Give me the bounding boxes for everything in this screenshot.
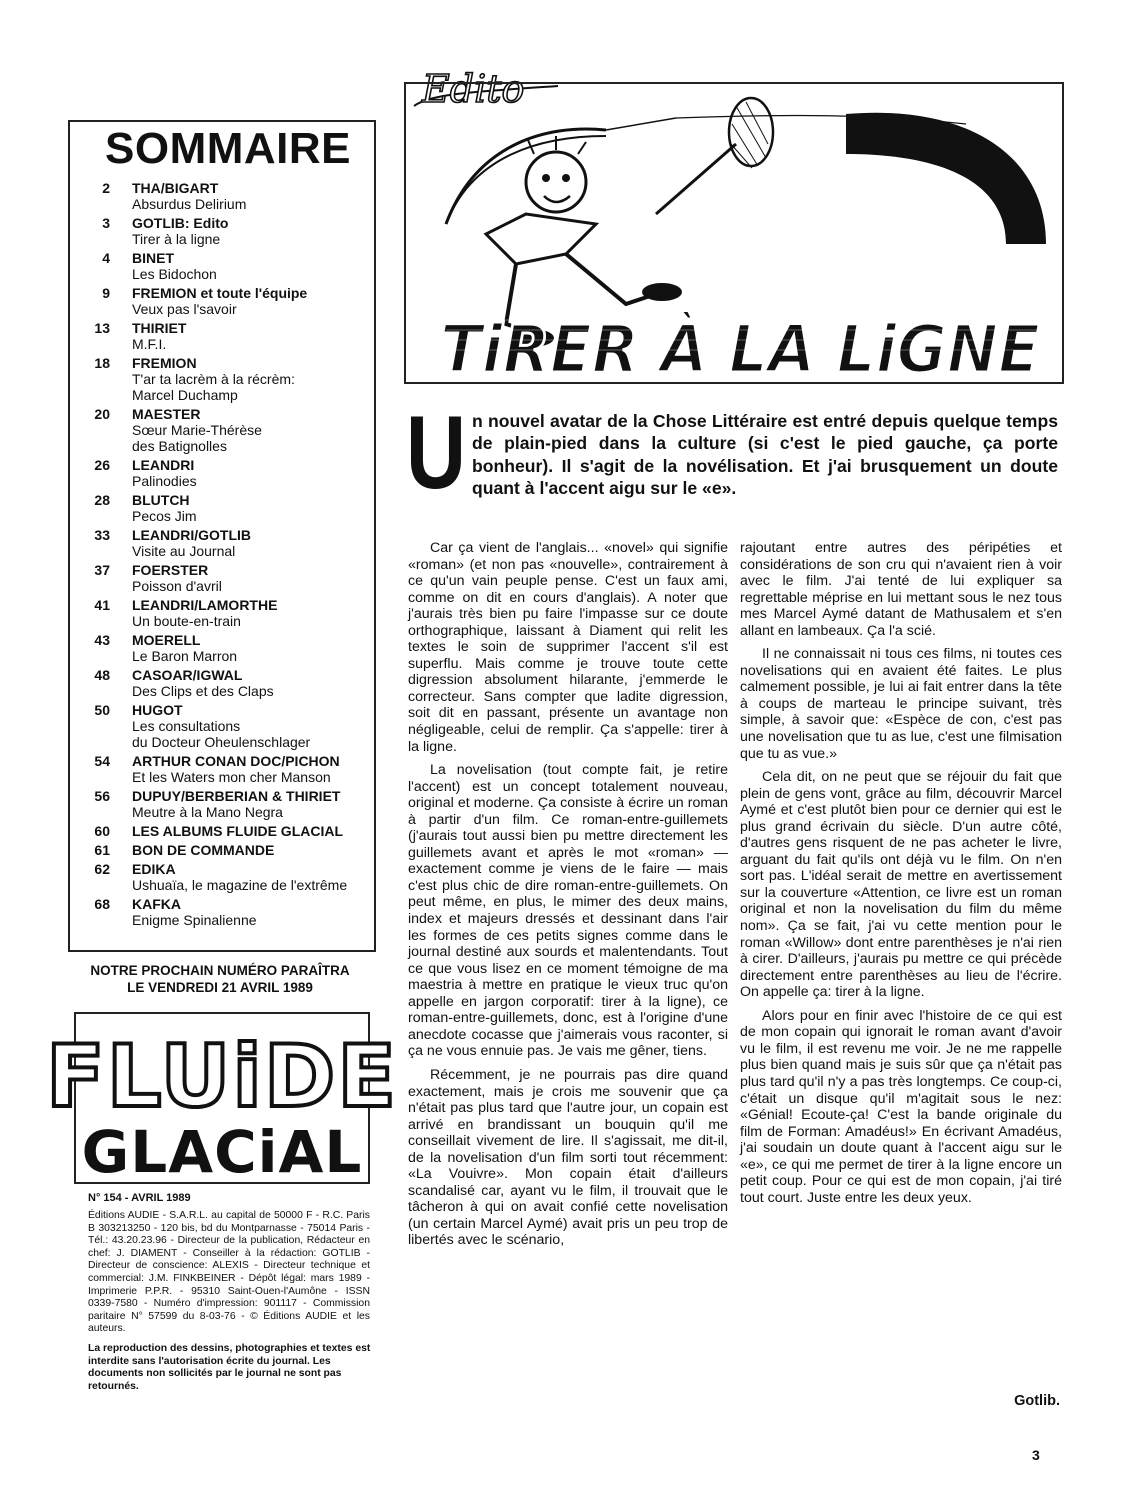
toc-page-number: 4 <box>102 250 110 266</box>
toc-entry <box>80 753 372 785</box>
toc-author: MAESTER <box>132 406 201 422</box>
toc-page-number: 61 <box>94 842 110 858</box>
toc-author: MOERELL <box>132 632 201 648</box>
toc-author: CASOAR/IGWAL <box>132 667 243 683</box>
toc-author: FOERSTER <box>132 562 209 578</box>
toc-title: Le Baron Marron <box>132 648 238 664</box>
toc-entry <box>80 250 372 282</box>
toc-entry <box>80 492 372 524</box>
toc-entry <box>80 597 372 629</box>
article-paragraph: rajoutant entre autres des péripéties et considérations de son cru qui n'avaient rien à voir avec le film. J'ai tenté de lui expliquer sa regrettable méprise en lui mettant sous le nez tous mes Marcel Aymé datant de Mathusalem et s'en allant en lambeaux. Ça l'a scié. <box>740 540 1062 639</box>
toc-page-number: 60 <box>94 823 110 839</box>
author-signature: Gotlib. <box>1014 1393 1060 1409</box>
article-paragraph: Alors pour en finir avec l'histoire de ce qui est de mon copain qui ignorait le roman avant d'avoir vu le film, il est revenu me voir. Je ne me rappelle plus bien quand mais je suis sûr que ça n'était pas plus tard qu'il n'y a pas très longtemps. Ce coup-ci, c'était un disque qu'il m'agitait sous le nez: «Génial! Ecoute-ça! C'est la bande originale du film de Forman: Amadéus!» En écrivant Amadéus, j'ai soudain un doute quant à l'accent aigu sur le «e», ce qui me permet de tirer à la ligne encore un petit coup. Pour ce qui est de mon copain, j'ai tiré tout court. Juste entre les deux yeux. <box>740 1007 1062 1206</box>
toc-entry <box>80 702 372 750</box>
article-paragraph: Car ça vient de l'anglais... «novel» qui signifie «roman» (et non pas «nouvelle», contrairement à ce qu'un vain peuple pense. C'est un faux ami, comme on dit en cours d'anglais). A noter que j'aurais très bien pu faire l'impasse sur ce doute orthographique, laissant à Diament qui relit les textes le soin de supprimer l'accent s'il est superflu. Mais comme je trouve toute cette digression absolument hilarante, j'emmerde le correcteur. Sans compter que ladite digression, soit dit en passant, présente un avantage non négligeable, celui de remplir. Ça s'appelle: tirer à la ligne. <box>408 540 728 755</box>
legal-notice: La reproduction des dessins, photographies et textes est interdite sans l'autorisation écrite du journal. Les documents non sollicités par le journal ne sont pas retournés. <box>88 1343 371 1392</box>
toc-title: Enigme Spinalienne <box>132 912 257 928</box>
article-lead-text: n nouvel avatar de la Chose Littéraire est entré depuis quelque temps de plain-pied dans la culture (si c'est le pied gauche, ça porte bonheur). Il s'agit de la novélisation. Et j'ai brusquement un doute quant à l'accent aigu sur le «e». <box>472 411 1058 499</box>
toc-title: Meutre à la Mano Negra <box>132 804 283 820</box>
toc-page-number: 20 <box>94 406 110 422</box>
article-lead <box>410 410 1058 500</box>
toc-title: Et les Waters mon cher Manson <box>132 769 331 785</box>
toc-author: KAFKA <box>132 896 181 912</box>
toc-title: Veux pas l'savoir <box>132 301 237 317</box>
toc-page-number: 26 <box>94 457 110 473</box>
toc-page-number: 33 <box>94 527 110 543</box>
toc-entry <box>80 320 372 352</box>
toc-author: LEANDRI <box>132 457 195 473</box>
toc-entry <box>80 562 372 594</box>
toc-title: Visite au Journal <box>132 543 236 559</box>
toc-author: FREMION et toute l'équipe <box>132 285 308 301</box>
toc-entry <box>80 285 372 317</box>
toc-author: THIRIET <box>132 320 187 336</box>
toc-title: Sœur Marie-Thérèse des Batignolles <box>132 422 262 454</box>
logo-word-fluide: FLUiDE <box>46 1027 398 1127</box>
toc-entry <box>80 457 372 489</box>
logo-word-glacial: GLACiAL <box>81 1118 363 1186</box>
toc-author: LES ALBUMS FLUIDE GLACIAL <box>132 823 344 839</box>
toc-title: Les consultations du Docteur Oheulenschlager <box>132 718 311 750</box>
toc-page-number: 13 <box>94 320 110 336</box>
toc-title: Des Clips et des Claps <box>132 683 274 699</box>
next-issue-notice: NOTRE PROCHAIN NUMÉRO PARAÎTRA LE VENDREDI 21 AVRIL 1989 <box>90 963 350 995</box>
toc-entry <box>80 823 372 839</box>
toc-entry <box>80 355 372 403</box>
toc-page-number: 48 <box>94 667 110 683</box>
toc-author: ARTHUR CONAN DOC/PICHON <box>132 753 340 769</box>
sommaire-title: SOMMAIRE <box>105 124 351 173</box>
fluide-glacial-logo <box>46 1012 398 1186</box>
toc-entry <box>80 632 372 664</box>
toc-page-number: 2 <box>102 180 110 196</box>
toc-page-number: 41 <box>94 597 110 613</box>
table-of-contents-list <box>80 180 372 931</box>
toc-entry <box>80 667 372 699</box>
toc-page-number: 68 <box>94 896 110 912</box>
toc-page-number: 56 <box>94 788 110 804</box>
toc-page-number: 3 <box>102 215 110 231</box>
toc-author: BON DE COMMANDE <box>132 842 275 858</box>
article-paragraph: Cela dit, on ne peut que se réjouir du fait que plein de gens vont, grâce au film, découvrir Marcel Aymé et c'est plutôt bien pour ce dernier qui est le plus grand écrivain du siècle. D'un autre côté, d'autres gens risquent de ne pas acheter le livre, arguant du fait qu'ils ont déjà vu le film. On n'en sort pas. L'idéal serait de mettre en avertissement sur la couverture «Attention, ce livre est un roman original et non la novelisation du film du même nom». Ça se fait, j'ai vu cette mention pour le roman «Willow» dont entre parenthèses je n'ai rien à cirer. D'ailleurs, j'aurais pu mettre ce qui précède directement entre parenthèses au lieu de l'écrire. On appelle ça: tirer à la ligne. <box>740 769 1062 1001</box>
toc-title: Palinodies <box>132 473 197 489</box>
article-paragraph: La novelisation (tout compte fait, je retire l'accent) est un concept totalement nouveau, original et moderne. Ça consiste à écrire un roman à partir d'un film. Ce roman-entre-guillemets (j'aurais tout aussi bien pu mettre directement les guillemets avant et après le mot «roman» — exactement comme je viens de le faire — mais c'est plus chic de dire roman-entre-guillemets. On peut même, en plus, le mimer des deux mains, index et majeurs dressés et dessinant dans l'air les formes de ces petits signes comme dans le journal destiné aux sourds et malentendants. Tout ce que vous lisez en ce moment témoigne de ma maestria à mettre en pratique le vieux truc qu'on appelle en jargon corporatif: tirer à la ligne), ce roman-entre-guillemets, donc, est à l'origine d'une anecdote cocasse que j'aimerais vous raconter, si ça ne vous ennuie pas. Je vais me gêner, tiens. <box>408 762 728 1060</box>
toc-title: Pecos Jim <box>132 508 197 524</box>
toc-author: LEANDRI/LAMORTHE <box>132 597 278 613</box>
toc-entry <box>80 842 372 858</box>
publisher-imprint: Éditions AUDIE - S.A.R.L. au capital de 50000 F - R.C. Paris B 303213250 - 120 bis, bd du Montparnasse - 75014 Paris - Tél.: 43.20.23.96 - Directeur de la publication, Rédacteur en chef: J. DIAMENT - Conseiller à la rédaction: GOTLIB - Directeur de conscience: ALEXIS - Directeur technique et commercial: J.M. FINKBEINER - Dépôt légal: mars 1989 - Imprimerie P.P.R. - 95310 Saint-Ouen-l'Aumône - ISSN 0339-7580 - Numéro d'impression: 901117 - Commission paritaire N° 57599 du 8-03-76 - © Éditions AUDIE et les auteurs. <box>88 1210 370 1335</box>
toc-author: THA/BIGART <box>132 180 219 196</box>
svg-text:Edito: Edito <box>422 67 525 111</box>
toc-entry <box>80 215 372 247</box>
toc-page-number: 37 <box>94 562 110 578</box>
toc-page-number: 28 <box>94 492 110 508</box>
toc-author: HUGOT <box>132 702 183 718</box>
toc-page-number: 9 <box>102 285 110 301</box>
toc-entry <box>80 406 372 454</box>
toc-title: T'ar ta lacrèm à la récrèm: Marcel Duchamp <box>132 371 295 403</box>
toc-page-number: 54 <box>94 753 110 769</box>
illustration-title <box>440 310 1040 388</box>
toc-page-number: 50 <box>94 702 110 718</box>
toc-author: LEANDRI/GOTLIB <box>132 527 251 543</box>
toc-entry <box>80 527 372 559</box>
toc-title: Ushuaïa, le magazine de l'extrême <box>132 877 348 893</box>
toc-page-number: 62 <box>94 861 110 877</box>
svg-text:U: U <box>406 395 466 511</box>
toc-title: Poisson d'avril <box>132 578 222 594</box>
issue-number: N° 154 - AVRIL 1989 <box>88 1192 191 1204</box>
toc-page-number: 18 <box>94 355 110 371</box>
toc-entry <box>80 896 372 928</box>
page-number: 3 <box>1032 1447 1040 1463</box>
toc-title: Absurdus Delirium <box>132 196 247 212</box>
article-column-1 <box>408 540 728 1256</box>
toc-page-number: 43 <box>94 632 110 648</box>
toc-entry <box>80 788 372 820</box>
toc-author: EDIKA <box>132 861 176 877</box>
article-paragraph: Récemment, je ne pourrais pas dire quand exactement, mais je crois me souvenir que ça n'était pas plus tard que l'autre jour, un copain est arrivé en brandissant un bouquin qu'il me conseillait vivement de lire. Il s'agissait, me dit-il, de la novelisation d'un film sorti tout récemment: «La Vouivre». Mon copain était d'ailleurs scandalisé car, ayant vu le film, il trouvait que le tâcheron à qui on avait confié cette novelisation (un certain Marcel Aymé) avait pris un peu trop de libertés avec le scénario, <box>408 1066 728 1249</box>
toc-title: Un boute-en-train <box>132 613 241 629</box>
toc-title: M.F.I. <box>132 336 167 352</box>
toc-author: FREMION <box>132 355 197 371</box>
toc-title: Tirer à la ligne <box>132 231 221 247</box>
toc-entry <box>80 861 372 893</box>
toc-author: GOTLIB: Edito <box>132 215 229 231</box>
article-column-2 <box>740 540 1062 1213</box>
edito-illustration <box>404 82 1064 384</box>
toc-author: BINET <box>132 250 174 266</box>
toc-author: DUPUY/BERBERIAN & THIRIET <box>132 788 341 804</box>
toc-author: BLUTCH <box>132 492 190 508</box>
toc-entry <box>80 180 372 212</box>
article-paragraph: Il ne connaissait ni tous ces films, ni toutes ces novelisations qui en avaient été faites. Le plus calmement possible, je lui ai fait entrer dans la tête à coups de marteau le principe suivant, très simple, à savoir que: «Espèce de con, c'est pas une novelisation que tu as lue, c'est une filmisation que tu as vue.» <box>740 646 1062 762</box>
toc-title: Les Bidochon <box>132 266 217 282</box>
